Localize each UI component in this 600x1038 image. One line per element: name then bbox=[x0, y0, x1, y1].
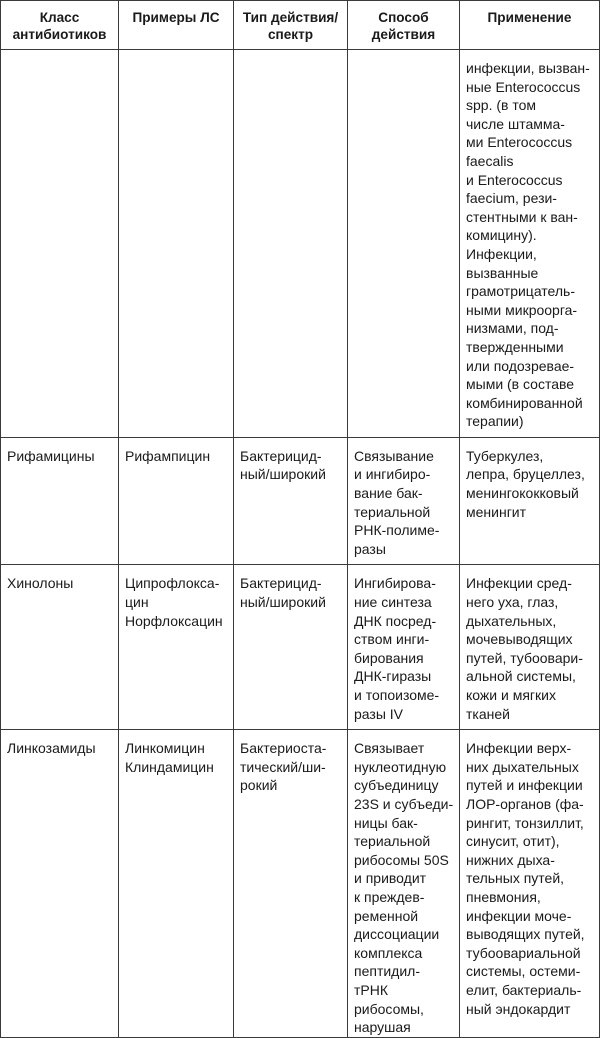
cell-type: Бактерицид- ный/широкий bbox=[234, 437, 348, 565]
cell-examples: Линкомицин Клиндамицин bbox=[119, 730, 234, 1038]
table-row bbox=[1, 565, 600, 730]
cell-class bbox=[1, 50, 119, 438]
cell-application: инфекции, вызван- ные Enterococcus spp. (в том числе штамма- ми Enterococcus faecalis и Enterococcus faecium, рези- стентными к ван- комицину). Инфекции, вызванные грамотрицатель- ными микроорга- низмами, под- твержденными или подозревае- мыми (в составе комбинированной терапии) bbox=[460, 50, 600, 438]
table-row bbox=[1, 437, 600, 565]
header-row bbox=[1, 1, 600, 50]
cell-type: Бактериоста- тический/ши- рокий bbox=[234, 730, 348, 1038]
cell-mechanism: Связывает нуклеотидную субъединицу 23S и субъеди- ницы бак- териальной рибосомы 50S и приводит к преждев- ременной диссоциации комплекса пептидил-тРНК рибосомы, нарушая bbox=[348, 730, 460, 1038]
header-examples: Примеры ЛС bbox=[119, 1, 234, 50]
cell-mechanism: Связывание и ингибиро- вание бак- териальной РНК-полиме- разы bbox=[348, 437, 460, 565]
table-row bbox=[1, 50, 600, 438]
header-class: Класс антибиотиков bbox=[1, 1, 119, 50]
cell-examples: Ципрофлокса- цин Норфлоксацин bbox=[119, 565, 234, 730]
cell-class: Линкозамиды bbox=[1, 730, 119, 1038]
header-type: Тип действия/ спектр bbox=[234, 1, 348, 50]
cell-examples: Рифампицин bbox=[119, 437, 234, 565]
header-application: Применение bbox=[460, 1, 600, 50]
cell-examples bbox=[119, 50, 234, 438]
cell-mechanism: Ингибирова- ние синтеза ДНК посред- ством инги- бирования ДНК-гиразы и топоизоме- разы IV bbox=[348, 565, 460, 730]
cell-application: Инфекции сред- него уха, глаз, дыхательных, мочевыводящих путей, тубоовари- альной системы, кожи и мягких тканей bbox=[460, 565, 600, 730]
table-header bbox=[1, 1, 600, 50]
table-body bbox=[1, 50, 600, 1038]
cell-class: Хинолоны bbox=[1, 565, 119, 730]
cell-type bbox=[234, 50, 348, 438]
cell-class: Рифамицины bbox=[1, 437, 119, 565]
header-mechanism: Способ действия bbox=[348, 1, 460, 50]
cell-mechanism bbox=[348, 50, 460, 438]
cell-application: Туберкулез, лепра, бруцеллез, менингококковый менингит bbox=[460, 437, 600, 565]
cell-type: Бактерицид- ный/широкий bbox=[234, 565, 348, 730]
cell-application: Инфекции верх- них дыхательных путей и инфекции ЛОР-органов (фа- рингит, тонзиллит, синусит, отит), нижних дыха- тельных путей, пневмония, инфекции моче- выводящих путей, тубоовариальной системы, остеми- елит, бактериаль- ный эндокардит bbox=[460, 730, 600, 1038]
table-row bbox=[1, 730, 600, 1038]
